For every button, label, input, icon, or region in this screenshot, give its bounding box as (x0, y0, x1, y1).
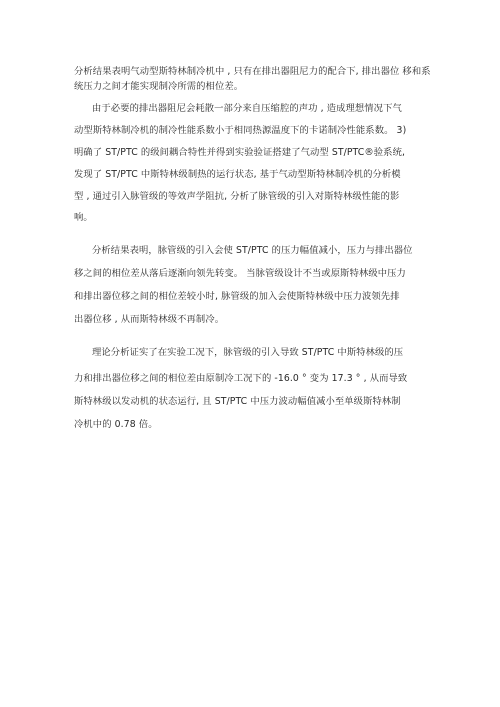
paragraph-3-line-1: 分析结果表明，脉管级的引入会使 ST/PTC 的压力幅值减小，压力与排出器位 (92, 245, 413, 256)
paragraph-3-line-3: 和排出器位移之间的相位差较小时, 脉管级的加入会使斯特林级中压力波领先排 (74, 291, 400, 302)
paragraph-1-line-1: 分析结果表明气动型斯特林制冷机中 , 只有在排出器阻尼力的配合下, 排出器位 移和系 (74, 66, 431, 77)
paragraph-2-line-2: 动型斯特林制冷机的制冷性能系数小于相同热源温度下的卡诺制冷性能系数。 3) (74, 125, 407, 136)
paragraph-4-line-3: 斯特林级以发动机的状态运行, 且 ST/PTC 中压力波动幅值减小至单级斯特林制 (74, 396, 401, 407)
paragraph-2-line-6: 响。 (74, 212, 93, 223)
paragraph-2-line-1: 由于必要的排出器阻尼会耗散一部分来自压缩腔的声功 , 造成理想情况下气 (92, 103, 402, 114)
paragraph-4-line-2: 力和排出器位移之间的相位差由原制冷工况下的 -16.0 ° 变为 17.3 ° , 从而导致 (74, 373, 408, 384)
paragraph-3-line-2: 移之间的相位差从落后逐渐向领先转变。 当脉管级设计不当或原斯特林级中压力 (74, 268, 406, 279)
paragraph-2-line-3: 明确了 ST/PTC 的级间耦合特性并得到实验验证搭建了气动型 ST/PTC®验系统, (74, 147, 406, 158)
paragraph-2-line-5: 型 , 通过引入脉管级的等效声学阻抗, 分析了脉管级的引入对斯特林级性能的影 (74, 191, 400, 202)
paragraph-1-line-2: 统压力之间才能实现制冷所需的相位差。 (74, 81, 244, 92)
paragraph-2-line-4: 发现了 ST/PTC 中斯特林级制热的运行状态, 基于气动型斯特林制冷机的分析模 (74, 169, 401, 180)
paragraph-4-line-1: 理论分析证实了在实验工况下，脉管级的引入导致 ST/PTC 中斯特林级的压 (92, 347, 404, 358)
paragraph-3-line-4: 出器位移 , 从而斯特林级不再制冷。 (74, 314, 225, 325)
paragraph-4-line-4: 冷机中的 0.78 倍。 (74, 419, 158, 430)
